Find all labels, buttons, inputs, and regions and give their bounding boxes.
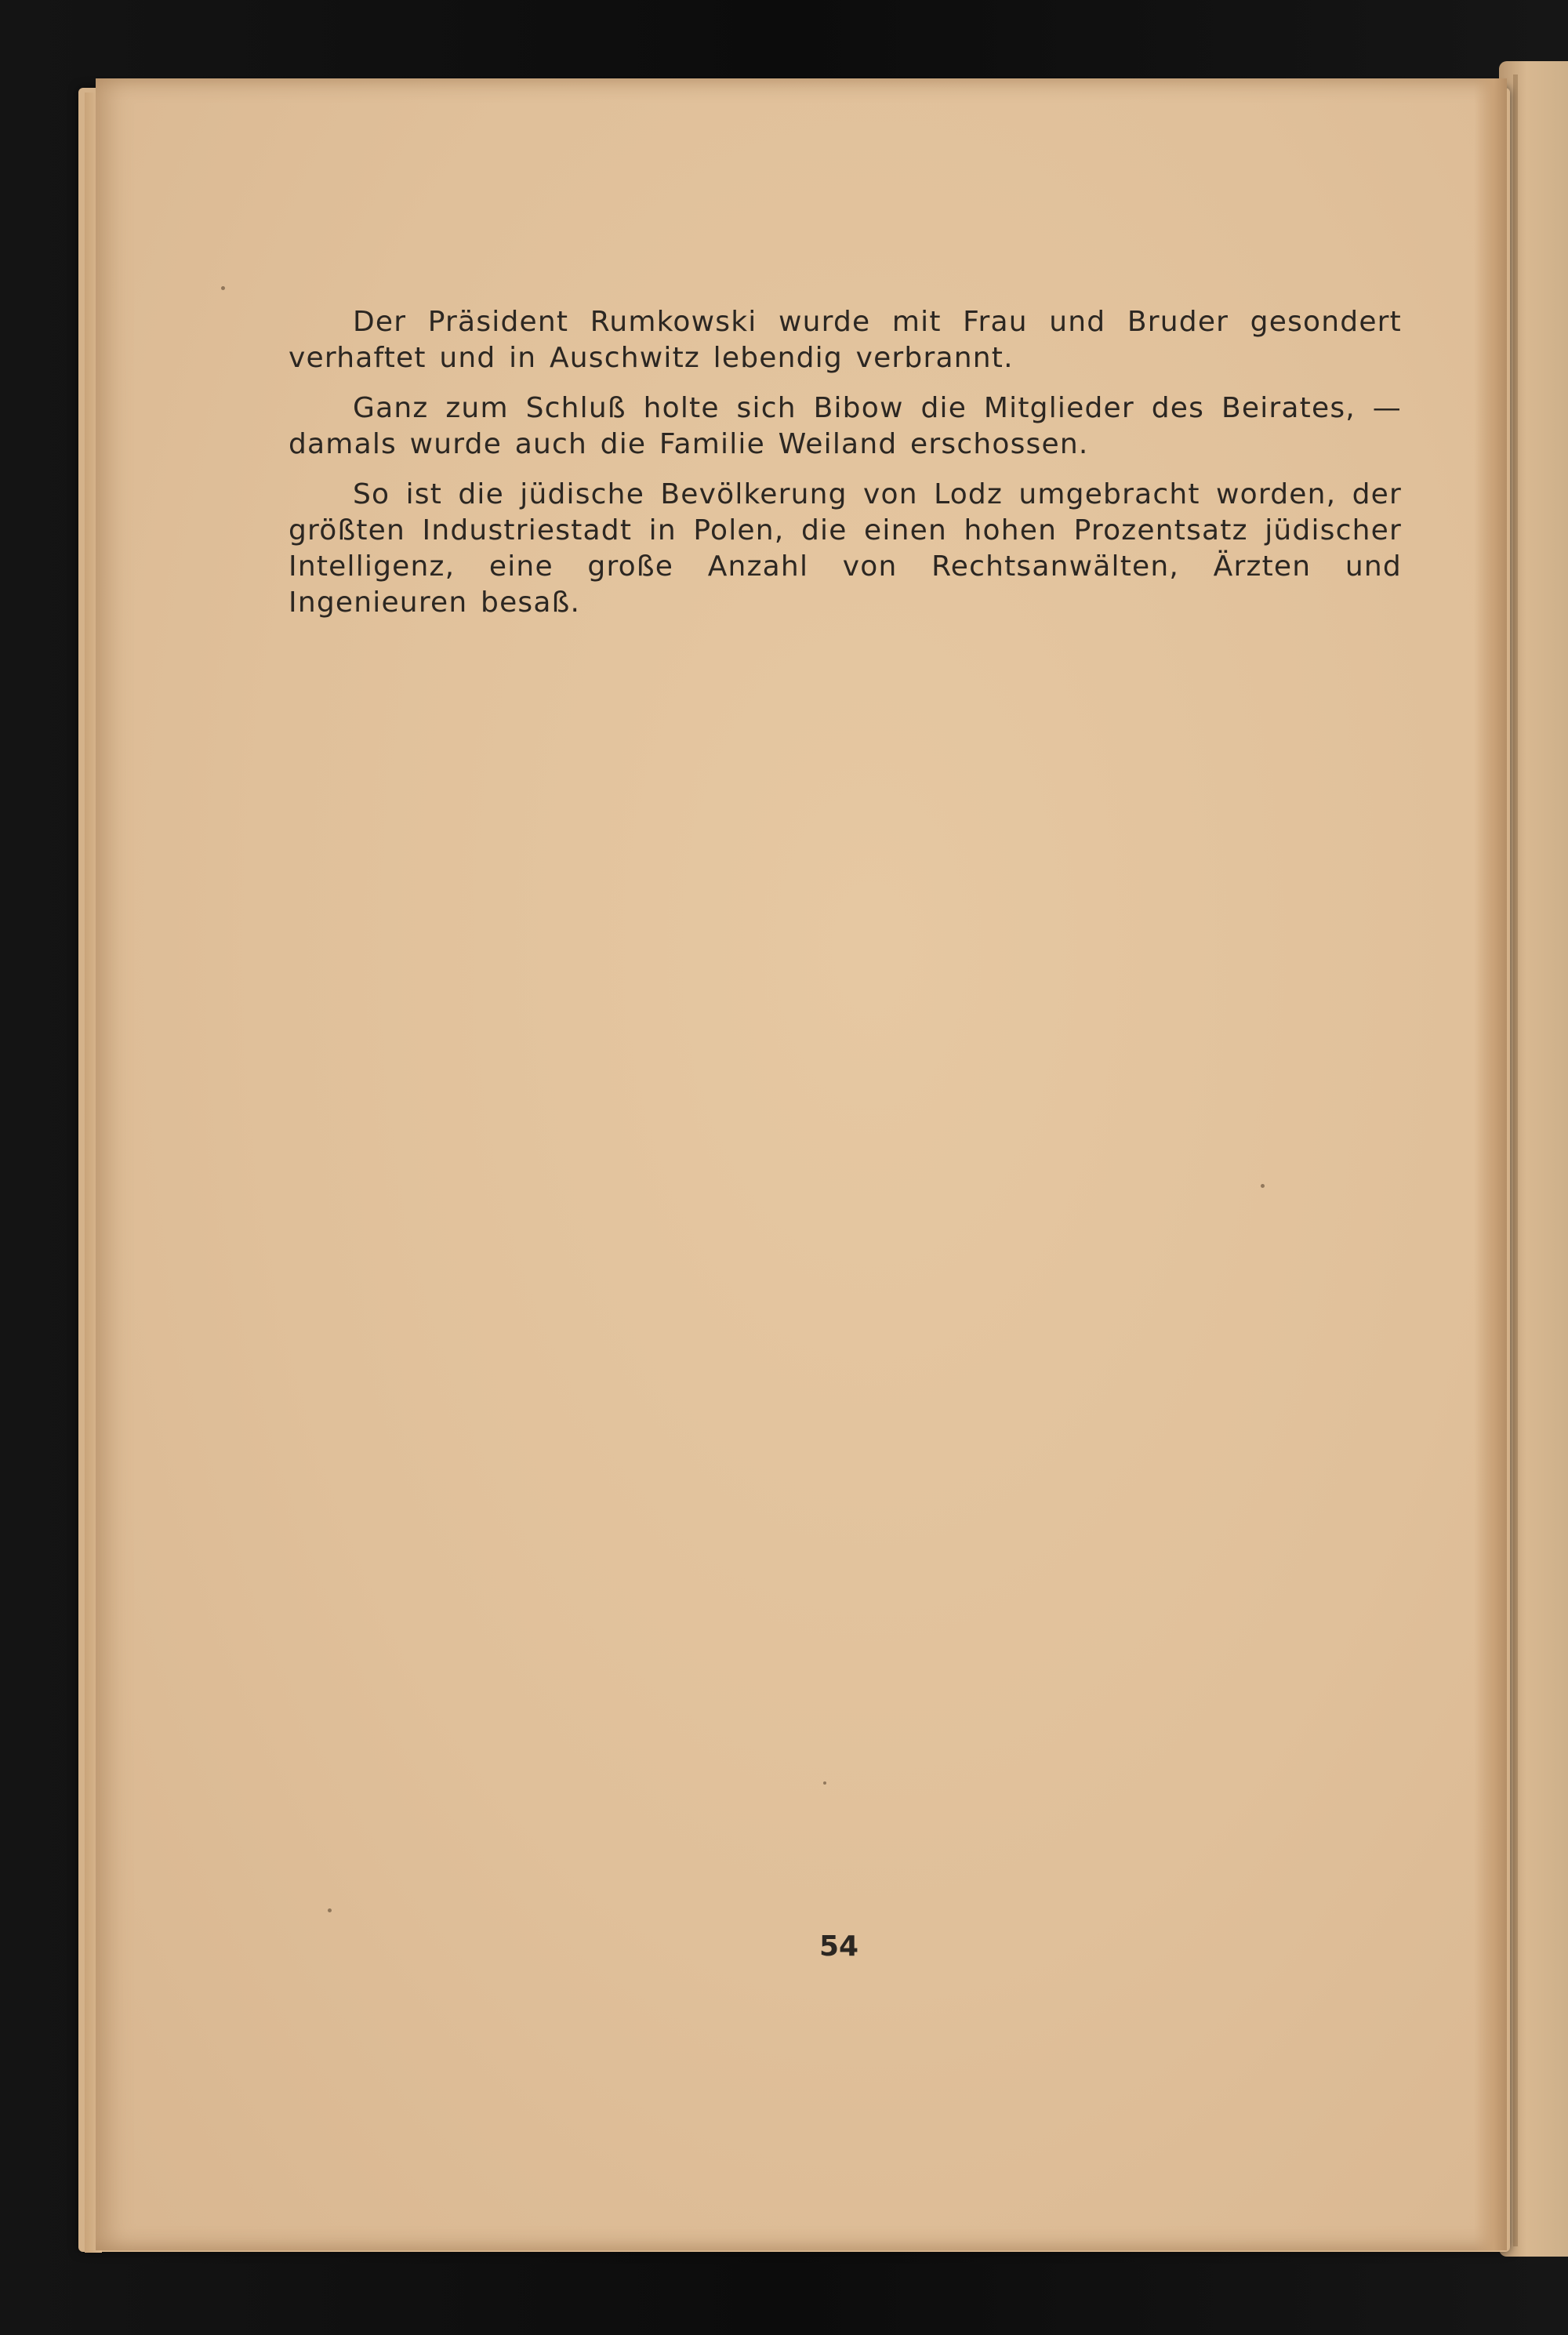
body-text — [289, 304, 1402, 635]
paragraph: So ist die jüdische Bevölkerung von Lodz umgebracht worden, der größten Industriestadt in Polen, die einen hohen Prozentsatz jüdischer Intelligenz, eine große Anzahl von Rechtsanwälten, Ärzten und Ingenieuren besaß. — [289, 478, 1402, 619]
paragraph: Ganz zum Schluß holte sich Bibow die Mitglieder des Beirates, — damals wurde auch die Familie Weiland erschossen. — [289, 392, 1402, 460]
paper-speck — [823, 1781, 826, 1785]
paper-speck — [328, 1908, 332, 1912]
paragraph: Der Präsident Rumkowski wurde mit Frau und Bruder gesondert verhaftet und in Auschwitz lebendig verbrannt. — [289, 306, 1402, 374]
page-gutter-fold — [1474, 78, 1507, 2250]
paper-speck — [221, 286, 225, 290]
paper-speck — [1261, 1184, 1265, 1188]
page-number: 54 — [818, 1930, 859, 1963]
adjacent-page-shadow — [1513, 74, 1518, 2246]
